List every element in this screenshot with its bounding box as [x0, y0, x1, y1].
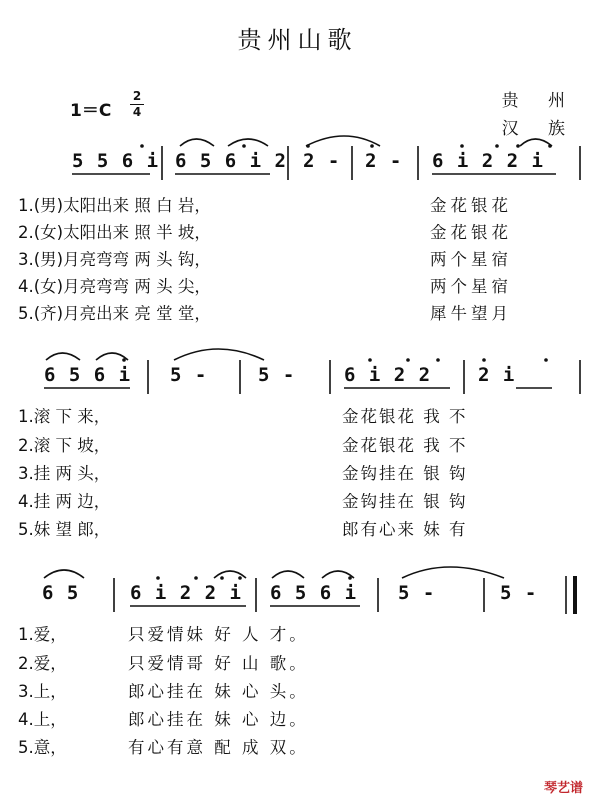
octave-dot [140, 144, 144, 148]
octave-dot [482, 358, 486, 362]
time-signature-top: 2 [132, 89, 142, 103]
lyric-line-tail: 金钩挂在 银 钩 [342, 492, 468, 511]
lyric-line: 2.爱， [18, 654, 67, 673]
octave-dot [238, 576, 242, 580]
measure-notes: 6 i 2 2 i [130, 582, 242, 604]
site-watermark-logo: 琴艺谱 [543, 781, 583, 796]
measure-notes: 5 5 6 i [72, 150, 160, 172]
lyric-line: 4.上， [18, 710, 67, 729]
measure-notes: 5 - [258, 364, 296, 386]
attribution-ethnicity: 汉 族 [501, 119, 577, 139]
lyric-line: 3.上， [18, 682, 67, 701]
slur [228, 139, 268, 146]
measure-notes: 2 - [365, 150, 403, 172]
lyric-line-tail: 郎有心来 妹 有 [342, 520, 468, 539]
octave-dot [460, 144, 464, 148]
slur [46, 353, 80, 360]
tie [306, 136, 380, 146]
slur [44, 570, 84, 578]
lyric-line: 3.挂 两 头， [18, 464, 111, 483]
lyric-line-tail: 只爱情哥 好 山 歌。 [128, 654, 309, 673]
octave-dot [306, 144, 310, 148]
octave-dot [548, 144, 552, 148]
octave-dot [194, 576, 198, 580]
slur [180, 139, 214, 146]
lyric-line-tail: 郎心挂在 妹 心 边。 [128, 710, 309, 729]
lyric-line: 4.(女)月亮弯弯 两 头 尖， [18, 277, 211, 296]
key-signature: 1＝C [70, 101, 112, 121]
octave-dot [436, 358, 440, 362]
lyric-line: 1.爱， [18, 625, 67, 644]
lyric-line-tail: 金花银花 [430, 223, 512, 242]
measure-notes: 6 5 6 i 2 [175, 150, 287, 172]
lyric-line: 1.(男)太阳出来 照 白 岩， [18, 196, 211, 215]
lyric-line-tail: 犀牛望月 [430, 304, 512, 323]
lyric-line-tail: 只爱情妹 好 人 才。 [128, 625, 309, 644]
lyric-line-tail: 有心有意 配 成 双。 [128, 738, 309, 757]
octave-dot [516, 144, 520, 148]
lyric-line: 5.意， [18, 738, 67, 757]
lyric-line: 3.(男)月亮弯弯 两 头 钩， [18, 250, 211, 269]
octave-dot [220, 576, 224, 580]
attribution-region: 贵 州 [501, 91, 577, 111]
octave-dot [348, 576, 352, 580]
time-signature-bottom: 4 [132, 105, 142, 119]
octave-dot [368, 358, 372, 362]
lyric-line-tail: 金花银花 [430, 196, 512, 215]
lyric-line: 5.妹 望 郎， [18, 520, 111, 539]
octave-dot [156, 576, 160, 580]
lyric-line-tail: 金钩挂在 银 钩 [342, 464, 468, 483]
octave-dot [544, 358, 548, 362]
lyric-line-tail: 金花银花 我 不 [342, 407, 468, 426]
measure-notes: 6 i 2 2 i [432, 150, 544, 172]
lyric-line: 2.(女)太阳出来 照 半 坡， [18, 223, 211, 242]
lyric-line: 5.(齐)月亮出来 亮 堂 堂， [18, 304, 211, 323]
song-title: 贵州山歌 [237, 26, 358, 54]
slur [272, 571, 304, 578]
octave-dot [370, 144, 374, 148]
slur [520, 139, 552, 146]
octave-dot [242, 144, 246, 148]
lyric-line: 2.滚 下 坡， [18, 436, 111, 455]
measure-notes: 6 5 [42, 582, 80, 604]
measure-notes: 5 - [500, 582, 538, 604]
lyric-line-tail: 两个星宿 [430, 277, 512, 296]
octave-dot [122, 358, 126, 362]
lyric-line-tail: 两个星宿 [430, 250, 512, 269]
measure-notes: 6 5 6 i [44, 364, 132, 386]
measure-notes: 2 i [478, 364, 516, 386]
tie [402, 567, 504, 578]
octave-dot [495, 144, 499, 148]
measure-notes: 6 i 2 2 [344, 364, 432, 386]
measure-notes: 5 - [398, 582, 436, 604]
lyric-line-tail: 金花银花 我 不 [342, 436, 468, 455]
lyric-line: 4.挂 两 边， [18, 492, 111, 511]
measure-notes: 6 5 6 i [270, 582, 358, 604]
measure-notes: 5 - [170, 364, 208, 386]
tie [174, 349, 264, 360]
measure-notes: 2 - [303, 150, 341, 172]
lyric-line-tail: 郎心挂在 妹 心 头。 [128, 682, 309, 701]
octave-dot [406, 358, 410, 362]
lyric-line: 1.滚 下 来， [18, 407, 111, 426]
